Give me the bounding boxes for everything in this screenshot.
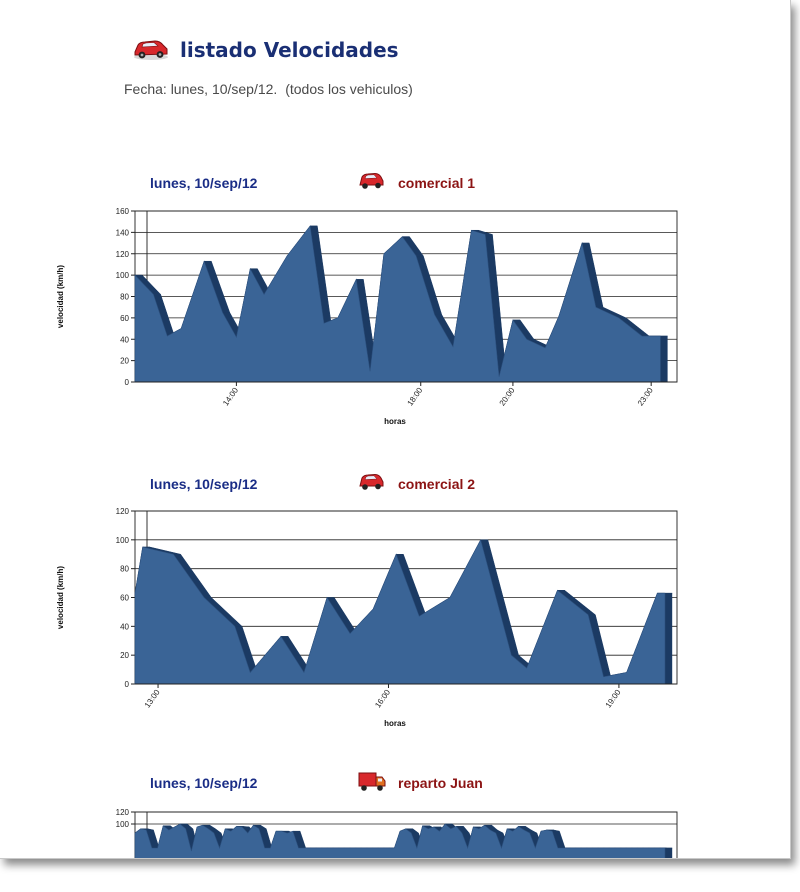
y-tick-label: 60	[120, 313, 129, 323]
x-axis-title: horas	[384, 417, 406, 426]
y-tick-label: 100	[115, 535, 129, 545]
y-tick-label: 120	[115, 249, 129, 259]
y-tick-label: 140	[115, 228, 129, 238]
y-tick-label: 40	[120, 335, 129, 345]
y-tick-label: 120	[115, 507, 129, 516]
y-tick-label: 40	[120, 622, 129, 632]
red-car-icon	[357, 470, 385, 492]
chart-panel-comercial-1	[0, 175, 790, 460]
y-tick-label: 100	[115, 271, 129, 281]
y-tick-label: 80	[120, 292, 129, 302]
report-date: Fecha: lunes, 10/sep/12.	[124, 81, 278, 97]
vehicle-name: comercial 2	[398, 476, 476, 492]
red-car-icon	[132, 36, 170, 62]
y-tick-label: 60	[120, 593, 129, 603]
chart-date: lunes, 10/sep/12	[150, 775, 258, 791]
x-tick-label: 13:00	[142, 687, 162, 710]
x-tick-label: 20:00	[497, 385, 517, 408]
report-title: listado Velocidades	[180, 38, 399, 62]
report-header	[132, 36, 399, 67]
x-tick-label: 19:00	[603, 687, 623, 710]
y-tick-label: 80	[120, 564, 129, 574]
area-end-cap	[660, 336, 667, 382]
y-tick-label: 20	[120, 356, 129, 366]
y-tick-label: 0	[124, 378, 129, 387]
area-end-cap	[665, 593, 672, 684]
chart-panel-comercial-2	[0, 476, 790, 761]
speed-area-chart	[50, 201, 690, 461]
red-truck-icon	[357, 769, 387, 793]
x-tick-label: 16:00	[373, 687, 393, 710]
red-car-icon	[357, 169, 385, 191]
y-tick-label: 20	[120, 651, 129, 661]
x-tick-label: 23:00	[635, 385, 655, 408]
y-tick-label: 100	[115, 820, 129, 829]
chart-panel-reparto-juan	[0, 775, 790, 859]
x-tick-label: 18:00	[405, 385, 425, 408]
speed-area-chart	[50, 801, 690, 859]
x-tick-label: 14:00	[221, 385, 241, 408]
area-end-cap	[665, 848, 672, 859]
report-date-line	[124, 81, 413, 97]
x-axis-title: horas	[384, 719, 406, 728]
y-axis-title: velocidad (km/h)	[56, 264, 65, 329]
chart-date: lunes, 10/sep/12	[150, 175, 258, 191]
y-tick-label: 160	[115, 207, 129, 216]
y-tick-label: 0	[124, 680, 129, 689]
y-axis-title: velocidad (km/h)	[56, 565, 65, 630]
vehicle-filter: (todos los vehiculos)	[285, 81, 413, 97]
y-tick-label: 120	[115, 808, 129, 817]
speed-area-chart	[50, 502, 690, 762]
chart-date: lunes, 10/sep/12	[150, 476, 258, 492]
vehicle-name: reparto Juan	[398, 775, 483, 791]
vehicle-name: comercial 1	[398, 175, 476, 191]
